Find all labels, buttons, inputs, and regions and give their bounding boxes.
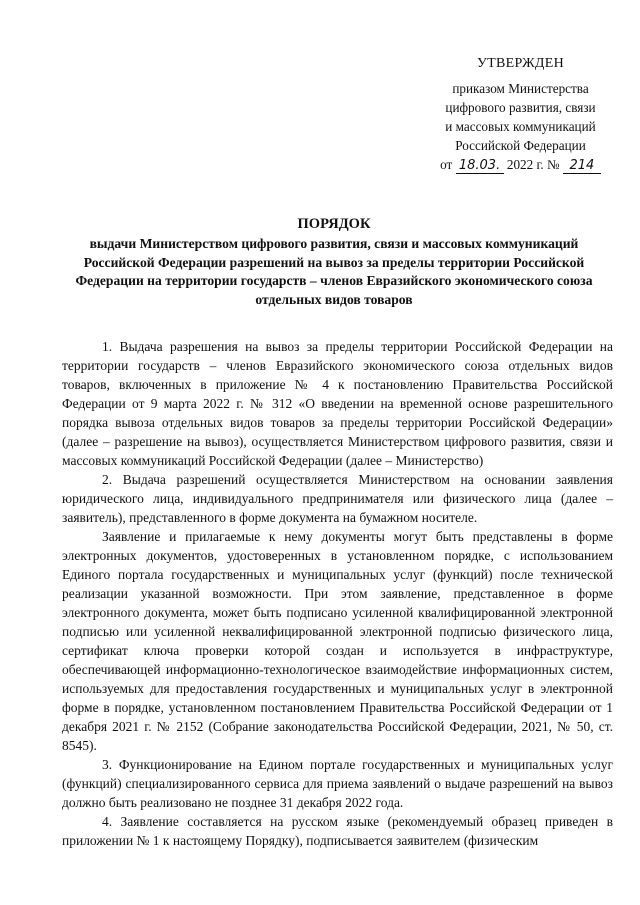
approval-stamp-block: [428, 54, 613, 174]
document-title-block: [56, 215, 612, 309]
handwritten-number: 214: [563, 159, 601, 174]
approval-date-line: [428, 155, 613, 174]
approval-heading: УТВЕРЖДЕН: [476, 56, 565, 71]
year-text: 2022 г. №: [506, 157, 560, 172]
approval-line-3: и массовых коммуникаций: [445, 119, 596, 134]
paragraph-3: Заявление и прилагаемые к нему документы могут быть представлены в форме электронных документов, удостоверенных в установленном порядке, с использованием Единого портала государственных и муниципальных услуг (функций) после технической реализации указанной возможности. При этом заявление, представленное в форме электронного документа, может быть подписано усиленной квалифицированной электронной подписью или усиленной неквалифицированной электронной подписью физического лица, сертификат ключа проверки которой создан и используется в инфраструктуре, обеспечивающей информационно-технологическое взаимодействие информационных систем, используемых для предоставления государственных и муниципальных услуг в электронной форме в порядке, установленном постановлением Правительства Российской Федерации от 1 декабря 2021 г. № 2152 (Собрание законодательства Российской Федерации, 2021, № 50, ст. 8545).: [62, 529, 613, 753]
approval-line-1: приказом Министерства: [452, 81, 589, 96]
document-title: ПОРЯДОК: [297, 216, 371, 232]
paragraph-2: 2. Выдача разрешений осуществляется Министерством на основании заявления юридического лица, индивидуального предпринимателя или физического лица (далее – заявитель), представленного в форме документа на бумажном носителе.: [62, 472, 613, 525]
document-subtitle: выдачи Министерством цифрового развития, связи и массовых коммуникаций Российской Федерации разрешений на вывоз за пределы территории Российской Федерации на территории государств – членов Евразийского экономического союза отдельных видов товаров: [75, 236, 593, 307]
handwritten-date: 18.03.: [456, 159, 504, 174]
document-body: [62, 337, 613, 850]
paragraph-5: 4. Заявление составляется на русском языке (рекомендуемый образец приведен в приложении № 1 к настоящему Порядку), подписывается заявителем (физическим: [62, 814, 613, 848]
paragraph-4: 3. Функционирование на Едином портале государственных и муниципальных услуг (функций) специализированного сервиса для приема заявлений о выдаче разрешений на вывоз должно быть реализовано не позднее 31 декабря 2022 года.: [62, 757, 613, 810]
paragraph-1: 1. Выдача разрешения на вывоз за пределы территории Российской Федерации на территории государств – членов Евразийского экономического союза отдельных видов товаров, включенных в приложение № 4 к постановлению Правительства Российской Федерации от 9 марта 2022 г. № 312 «О введении на временной основе разрешительного порядка вывоза отдельных видов товаров за пределы территории Российской Федерации» (далее – разрешение на вывоз), осуществляется Министерством цифрового развития, связи и массовых коммуникаций Российской Федерации (далее – Министерство): [62, 339, 613, 468]
date-prefix: от: [440, 157, 453, 172]
approval-line-4: Российской Федерации: [455, 138, 586, 153]
approval-line-2: цифрового развития, связи: [445, 100, 596, 115]
